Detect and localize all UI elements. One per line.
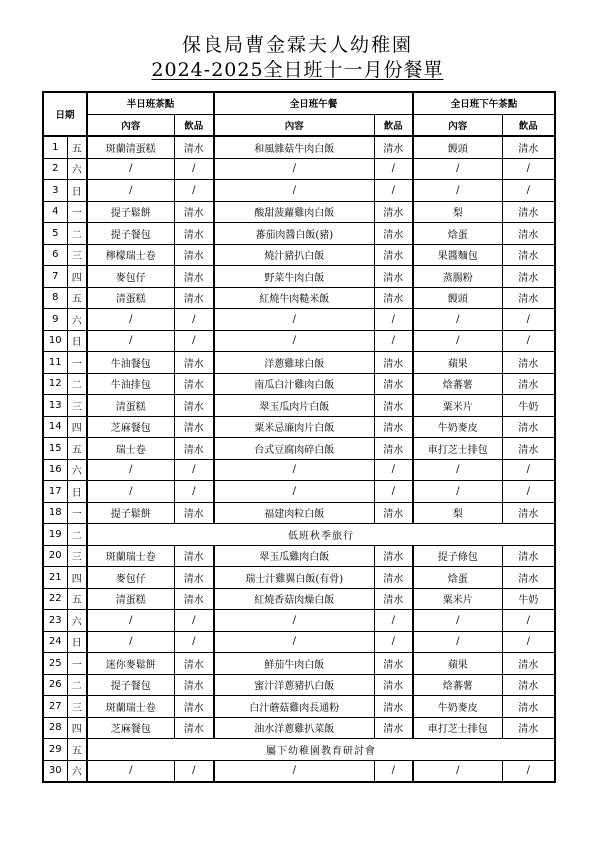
half-day-tea-drink: / [174,309,214,331]
afternoon-tea-item: 粟米片 [413,395,502,417]
afternoon-tea-item: 蘋果 [413,653,502,675]
weekday: 五 [67,287,87,309]
afternoon-tea-item: 牛奶麥皮 [413,416,502,438]
lunch-drink: / [374,760,413,782]
lunch-drink: 清水 [374,395,413,417]
lunch-item: / [214,459,374,481]
day-number: 15 [43,438,67,460]
afternoon-tea-item: / [413,330,502,352]
afternoon-tea-item: 焓蕃薯 [413,674,502,696]
weekday: 日 [67,481,87,503]
table-row [43,244,555,266]
half-day-tea-item: 提子餐包 [87,674,174,696]
afternoon-tea-item: 車打芝士排包 [413,717,502,739]
day-number: 14 [43,416,67,438]
lunch-item: / [214,180,374,202]
half-day-tea-drink: / [174,610,214,632]
menu-title-text: 2024-2025全日班十一月份餐單 [151,59,444,81]
half-day-tea-item: 清蛋糕 [87,287,174,309]
weekday: 日 [67,330,87,352]
weekday: 日 [67,631,87,653]
weekday: 一 [67,201,87,223]
afternoon-tea-drink: 清水 [502,545,555,567]
lunch-item: 和風雜菇牛肉白飯 [214,136,374,158]
table-row [43,201,555,223]
weekday: 五 [67,438,87,460]
day-number: 24 [43,631,67,653]
table-row [43,502,555,524]
lunch-drink: 清水 [374,201,413,223]
half-day-tea-drink: 清水 [174,244,214,266]
lunch-header: 全日班午餐 [214,92,413,114]
half-day-tea-drink: / [174,330,214,352]
half-day-tea-drink: 清水 [174,588,214,610]
weekday: 二 [67,373,87,395]
afternoon-tea-item: / [413,760,502,782]
afternoon-tea-item: / [413,610,502,632]
weekday: 一 [67,352,87,374]
lunch-drink: / [374,631,413,653]
afternoon-tea-item: 焓蕃薯 [413,373,502,395]
day-number: 23 [43,610,67,632]
half-day-tea-item: / [87,459,174,481]
half-day-tea-item: 麥包仔 [87,266,174,288]
half-day-tea-item: 提子鬆餅 [87,502,174,524]
day-number: 26 [43,674,67,696]
lunch-item: 紅燒牛肉糙米飯 [214,287,374,309]
weekday: 六 [67,459,87,481]
day-number: 8 [43,287,67,309]
day-number: 27 [43,696,67,718]
lunch-item: 野菜牛肉白飯 [214,266,374,288]
lunch-drink: 清水 [374,223,413,245]
half-day-tea-item: 提子鬆餅 [87,201,174,223]
day-number: 21 [43,567,67,589]
half-day-tea-item: / [87,631,174,653]
lunch-drink: 清水 [374,696,413,718]
afternoon-tea-drink: / [502,180,555,202]
day-number: 30 [43,760,67,782]
lunch-drink: 清水 [374,352,413,374]
table-row [43,136,555,158]
afternoon-tea-drink: / [502,631,555,653]
half-day-tea-item: 牛油餐包 [87,352,174,374]
lunch-drink: 清水 [374,545,413,567]
day-number: 17 [43,481,67,503]
lunch-item: 紅燒香菇肉燥白飯 [214,588,374,610]
table-row [43,287,555,309]
table-row [43,760,555,782]
lunch-item: 洋蔥雞球白飯 [214,352,374,374]
weekday: 五 [67,739,87,761]
half-day-tea-drink: 清水 [174,352,214,374]
lunch-drink-header: 飲品 [374,114,413,136]
table-row [43,481,555,503]
day-number: 28 [43,717,67,739]
weekday: 二 [67,674,87,696]
day-number: 2 [43,158,67,180]
day-number: 19 [43,524,67,546]
lunch-drink: 清水 [374,567,413,589]
lunch-item: 翠玉瓜雞肉白飯 [214,545,374,567]
half-day-tea-drink: / [174,481,214,503]
half-day-tea-item: 芝麻餐包 [87,416,174,438]
day-number: 7 [43,266,67,288]
afternoon-tea-drink: 清水 [502,696,555,718]
table-row [43,459,555,481]
lunch-content-header: 內容 [214,114,374,136]
half-day-tea-drink: 清水 [174,502,214,524]
lunch-item: 酸甜菠蘿雞肉白飯 [214,201,374,223]
half-day-tea-item: / [87,610,174,632]
afternoon-tea-drink: 清水 [502,201,555,223]
table-row [43,674,555,696]
afternoon-tea-header: 全日班下午茶點 [413,92,555,114]
weekday: 四 [67,717,87,739]
half-day-tea-drink: 清水 [174,653,214,675]
day-number: 25 [43,653,67,675]
half-day-tea-item: / [87,760,174,782]
menu-body [43,136,555,782]
half-day-tea-item: / [87,309,174,331]
table-row [43,223,555,245]
weekday: 四 [67,416,87,438]
table-row [43,696,555,718]
day-number: 4 [43,201,67,223]
lunch-item: 翠玉瓜肉片白飯 [214,395,374,417]
afternoon-tea-item: / [413,309,502,331]
afternoon-tea-drink: / [502,481,555,503]
table-row [43,266,555,288]
afternoon-tea-drink: 清水 [502,136,555,158]
table-row [43,180,555,202]
table-row [43,567,555,589]
table-row [43,524,555,546]
lunch-item: 台式豆腐肉碎白飯 [214,438,374,460]
afternoon-tea-item: 果醬麵包 [413,244,502,266]
weekday: 四 [67,567,87,589]
lunch-item: 蕃茄肉醬白飯(豬) [214,223,374,245]
lunch-drink: 清水 [374,674,413,696]
afternoon-tea-drink: 清水 [502,352,555,374]
lunch-drink: 清水 [374,438,413,460]
half-day-tea-drink: / [174,459,214,481]
half-day-tea-item: 斑蘭瑞士卷 [87,696,174,718]
half-day-tea-drink: 清水 [174,266,214,288]
lunch-item: 南瓜白汁雞肉白飯 [214,373,374,395]
afternoon-tea-item: 粟米片 [413,588,502,610]
afternoon-tea-item: / [413,158,502,180]
weekday: 四 [67,266,87,288]
afternoon-tea-drink: 清水 [502,502,555,524]
table-row [43,631,555,653]
half-day-drink-header: 飲品 [174,114,214,136]
half-day-tea-drink: / [174,631,214,653]
afternoon-tea-drink: 清水 [502,266,555,288]
afternoon-tea-item: / [413,631,502,653]
day-number: 18 [43,502,67,524]
table-row [43,717,555,739]
afternoon-tea-item: 焓蛋 [413,567,502,589]
afternoon-tea-item: 蘋果 [413,352,502,374]
lunch-menu-table [42,91,556,783]
lunch-drink: 清水 [374,717,413,739]
afternoon-tea-drink: 清水 [502,373,555,395]
half-day-tea-drink: 清水 [174,136,214,158]
half-day-tea-drink: 清水 [174,567,214,589]
afternoon-tea-item: 蒸腸粉 [413,266,502,288]
weekday: 五 [67,136,87,158]
afternoon-tea-item: 車打芝士排包 [413,438,502,460]
weekday: 二 [67,223,87,245]
lunch-drink: 清水 [374,266,413,288]
afternoon-tea-item: / [413,481,502,503]
full-day-event: 低班秋季旅行 [87,524,555,546]
lunch-drink: 清水 [374,653,413,675]
afternoon-tea-drink: / [502,330,555,352]
afternoon-tea-item: / [413,180,502,202]
weekday: 五 [67,588,87,610]
lunch-drink: 清水 [374,287,413,309]
day-number: 20 [43,545,67,567]
weekday: 三 [67,244,87,266]
afternoon-tea-drink: 清水 [502,244,555,266]
table-row [43,395,555,417]
weekday: 三 [67,545,87,567]
afternoon-tea-item: 饅頭 [413,287,502,309]
half-day-tea-drink: / [174,158,214,180]
lunch-item: 福建肉粒白飯 [214,502,374,524]
half-day-tea-item: 瑞士卷 [87,438,174,460]
lunch-item: / [214,481,374,503]
lunch-item: 鮮茄牛肉白飯 [214,653,374,675]
afternoon-tea-drink: 清水 [502,567,555,589]
half-day-tea-item: 斑蘭清蛋糕 [87,136,174,158]
lunch-drink: 清水 [374,502,413,524]
half-day-tea-item: / [87,180,174,202]
table-row [43,438,555,460]
lunch-drink: / [374,610,413,632]
half-day-tea-drink: 清水 [174,717,214,739]
half-day-tea-item: / [87,481,174,503]
date-header: 日期 [43,92,87,136]
half-day-tea-drink: 清水 [174,545,214,567]
half-day-tea-item: 牛油排包 [87,373,174,395]
lunch-drink: / [374,180,413,202]
table-row [43,739,555,761]
lunch-drink: / [374,481,413,503]
school-name: 保良局曹金霖夫人幼稚園 [181,34,413,56]
lunch-drink: 清水 [374,416,413,438]
afternoon-tea-drink: 清水 [502,438,555,460]
afternoon-tea-drink: 清水 [502,223,555,245]
lunch-item: / [214,631,374,653]
weekday: 三 [67,395,87,417]
day-number: 6 [43,244,67,266]
table-row [43,373,555,395]
lunch-drink: 清水 [374,244,413,266]
weekday: 二 [67,524,87,546]
lunch-item: / [214,309,374,331]
day-number: 12 [43,373,67,395]
lunch-drink: 清水 [374,373,413,395]
weekday: 六 [67,309,87,331]
half-day-tea-item: 迷你麥鬆餅 [87,653,174,675]
day-number: 16 [43,459,67,481]
lunch-item: / [214,760,374,782]
afternoon-tea-drink: / [502,158,555,180]
afternoon-tea-item: 梨 [413,201,502,223]
afternoon-tea-item: 牛奶麥皮 [413,696,502,718]
lunch-item: / [214,610,374,632]
weekday: 一 [67,653,87,675]
menu-title [0,59,595,81]
half-day-tea-drink: 清水 [174,438,214,460]
afternoon-tea-item: 提子條包 [413,545,502,567]
day-number: 9 [43,309,67,331]
afternoon-tea-drink: 牛奶 [502,588,555,610]
half-day-tea-item: 芝麻餐包 [87,717,174,739]
afternoon-tea-item: 梨 [413,502,502,524]
table-row [43,545,555,567]
day-number: 3 [43,180,67,202]
afternoon-tea-item: 焓蛋 [413,223,502,245]
lunch-item: 蜜汁洋蔥豬扒白飯 [214,674,374,696]
day-number: 13 [43,395,67,417]
day-number: 1 [43,136,67,158]
half-day-tea-drink: 清水 [174,395,214,417]
afternoon-drink-header: 飲品 [502,114,555,136]
half-day-tea-item: 清蛋糕 [87,588,174,610]
afternoon-tea-drink: / [502,760,555,782]
table-row [43,653,555,675]
day-number: 11 [43,352,67,374]
weekday: 一 [67,502,87,524]
half-day-tea-item: 清蛋糕 [87,395,174,417]
afternoon-tea-item: / [413,459,502,481]
afternoon-tea-drink: 清水 [502,416,555,438]
half-day-tea-item: / [87,330,174,352]
lunch-drink: 清水 [374,136,413,158]
afternoon-tea-drink: 清水 [502,674,555,696]
table-row [43,309,555,331]
weekday: 六 [67,158,87,180]
table-row [43,352,555,374]
afternoon-tea-drink: 牛奶 [502,395,555,417]
afternoon-tea-drink: 清水 [502,653,555,675]
half-day-tea-header: 半日班茶點 [87,92,214,114]
afternoon-tea-item: 饅頭 [413,136,502,158]
day-number: 29 [43,739,67,761]
half-day-tea-drink: 清水 [174,373,214,395]
table-row [43,416,555,438]
lunch-drink: / [374,309,413,331]
half-day-tea-drink: / [174,760,214,782]
weekday: 六 [67,610,87,632]
afternoon-tea-drink: 清水 [502,717,555,739]
lunch-drink: / [374,158,413,180]
lunch-drink: / [374,330,413,352]
table-row [43,158,555,180]
full-day-event: 屬下幼稚園教育研討會 [87,739,555,761]
half-day-tea-item: 檸檬瑞士卷 [87,244,174,266]
half-day-tea-item: 斑蘭瑞士卷 [87,545,174,567]
afternoon-tea-drink: 清水 [502,287,555,309]
lunch-drink: 清水 [374,588,413,610]
afternoon-tea-drink: / [502,459,555,481]
half-day-tea-drink: 清水 [174,287,214,309]
table-row [43,588,555,610]
half-day-tea-drink: 清水 [174,674,214,696]
half-day-content-header: 內容 [87,114,174,136]
half-day-tea-drink: 清水 [174,201,214,223]
half-day-tea-drink: / [174,180,214,202]
day-number: 22 [43,588,67,610]
afternoon-content-header: 內容 [413,114,502,136]
half-day-tea-item: / [87,158,174,180]
lunch-item: 燒汁豬扒白飯 [214,244,374,266]
lunch-item: / [214,330,374,352]
lunch-item: / [214,158,374,180]
lunch-drink: / [374,459,413,481]
table-row [43,610,555,632]
afternoon-tea-drink: / [502,309,555,331]
weekday: 六 [67,760,87,782]
weekday: 日 [67,180,87,202]
lunch-item: 油水洋蔥雞扒菜飯 [214,717,374,739]
lunch-item: 白汁蘑菇雞肉長通粉 [214,696,374,718]
day-number: 5 [43,223,67,245]
half-day-tea-drink: 清水 [174,696,214,718]
weekday: 三 [67,696,87,718]
half-day-tea-drink: 清水 [174,416,214,438]
lunch-item: 瑞士汁雞翼白飯(有骨) [214,567,374,589]
half-day-tea-item: 麥包仔 [87,567,174,589]
day-number: 10 [43,330,67,352]
half-day-tea-item: 提子餐包 [87,223,174,245]
table-row [43,330,555,352]
lunch-item: 粟米忌廉肉片白飯 [214,416,374,438]
afternoon-tea-drink: / [502,610,555,632]
half-day-tea-drink: 清水 [174,223,214,245]
